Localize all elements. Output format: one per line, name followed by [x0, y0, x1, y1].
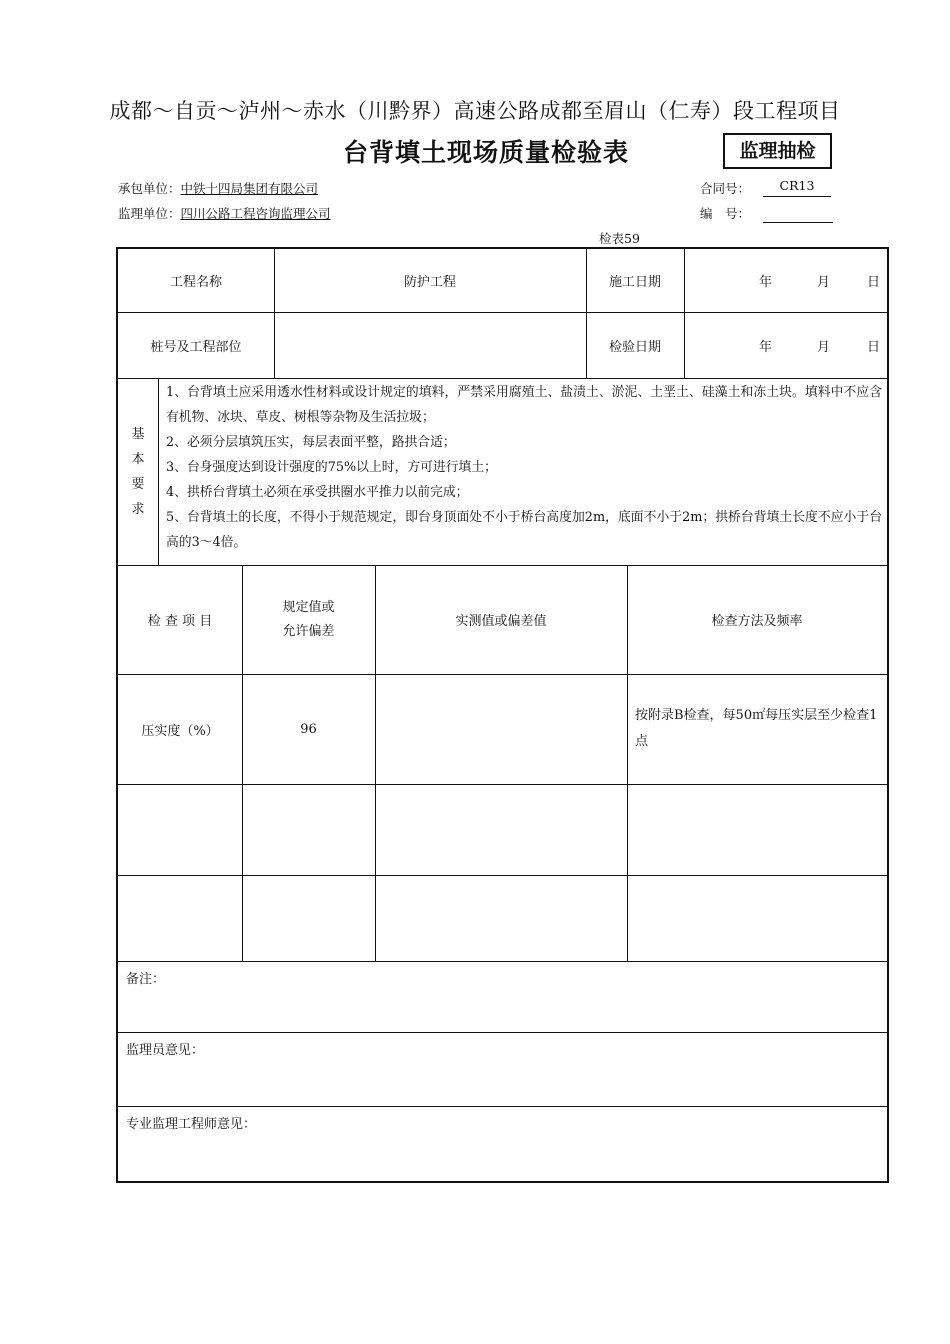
header-check-item: 检 查 项 目 [147, 614, 213, 629]
supervisor-value: 四川公路工程咨询监理公司 [180, 206, 331, 221]
form-code: 检表59 [599, 231, 640, 246]
contractor-line [118, 179, 318, 197]
construction-date-year: 年 [759, 275, 773, 290]
row-measured[interactable] [375, 875, 627, 961]
station-label: 桩号及工程部位 [150, 339, 242, 355]
contract-no-label: 合同号： [700, 181, 751, 196]
requirements-side-label [118, 379, 158, 565]
supervisor-line [118, 204, 331, 222]
requirement-item: 4、拱桥台背填土必须在承受拱圈水平推力以前完成； [166, 485, 469, 500]
row-item: 压实度（%） [141, 723, 219, 739]
form-title: 台背填土现场质量检验表 [343, 138, 630, 167]
row-measured[interactable] [375, 784, 627, 875]
requirement-item: 1、台背填土应采用透水性材料或设计规定的填料，严禁采用腐殖土、盐渍土、淤泥、土垩土、硅藻土和冻土块。填料中不应含有机物、冰块、草皮、树根等杂物及生活拉圾； [166, 385, 882, 425]
project-title: 成都～自贡～泸州～赤水（川黔界）高速公路成都至眉山（仁寿）段工程项目 [109, 99, 841, 123]
header-spec [242, 565, 375, 674]
row-method [627, 784, 887, 875]
requirements-side-char: 求 [131, 502, 145, 517]
row-spec [242, 875, 375, 961]
row-spec [242, 784, 375, 875]
inspection-date-day: 日 [867, 339, 881, 355]
serial-label: 编 号： [700, 206, 751, 221]
row-measured[interactable] [375, 674, 627, 784]
inspection-stamp: 监理抽检 [723, 133, 832, 169]
header-spec-line2: 允许偏差 [282, 623, 335, 639]
engineer-opinion-label: 专业监理工程师意见： [126, 1117, 257, 1132]
requirement-item: 3、台身强度达到设计强度的75%以上时，方可进行填土； [166, 460, 497, 475]
requirements-side-char: 要 [131, 477, 145, 492]
inspection-date-label: 检验日期 [608, 339, 661, 355]
row-item [118, 875, 242, 961]
inspection-date-month: 月 [817, 339, 831, 355]
row-item [118, 784, 242, 875]
project-name-value: 防护工程 [403, 275, 456, 290]
project-name-label: 工程名称 [169, 275, 222, 290]
remarks-label: 备注： [126, 972, 166, 987]
construction-date-value [684, 249, 887, 312]
station-value [274, 312, 586, 378]
header-method: 检查方法及频率 [711, 614, 803, 629]
row-spec: 96 [300, 721, 317, 737]
requirements-side-char: 本 [131, 452, 145, 467]
requirement-item: 2、必须分层填筑压实，每层表面平整，路拱合适； [166, 435, 456, 450]
construction-date-month: 月 [817, 275, 831, 290]
contract-no-value: CR13 [763, 178, 831, 197]
serial-value [763, 203, 833, 223]
contractor-value: 中铁十四局集团有限公司 [180, 181, 319, 196]
inspection-form-table [116, 247, 889, 1183]
row-method [627, 875, 887, 961]
supervisor-label: 监理单位： [118, 206, 181, 221]
inspection-date-value [684, 312, 887, 378]
row-method: 按附录B检查，每50㎡每压实层至少检查1点 [635, 708, 878, 749]
requirements-list [166, 380, 882, 555]
contractor-label: 承包单位： [118, 181, 181, 196]
supervisor-opinion-label: 监理员意见： [126, 1043, 205, 1058]
requirements-side-char: 基 [131, 427, 145, 442]
construction-date-day: 日 [867, 275, 881, 290]
construction-date-label: 施工日期 [608, 275, 661, 290]
requirement-item: 5、台背填土的长度，不得小于规范规定，即台身顶面处不小于桥台高度加2m，底面不小于2m；拱桥台背填土长度不应小于台高的3～4倍。 [166, 510, 882, 550]
inspection-date-year: 年 [759, 339, 773, 355]
header-spec-line1: 规定值或 [282, 599, 335, 615]
header-measured: 实测值或偏差值 [455, 614, 547, 629]
